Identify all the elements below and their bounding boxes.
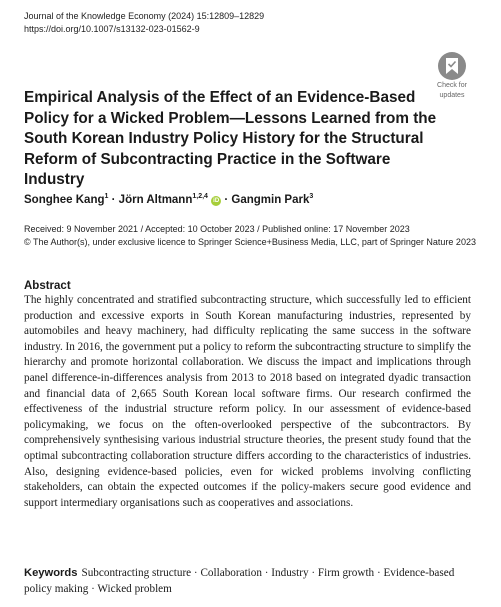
keywords-label: Keywords xyxy=(24,567,78,579)
check-for-label: Check for xyxy=(437,82,467,89)
orcid-icon[interactable]: iD xyxy=(213,197,220,204)
author-name[interactable]: Songhee Kang xyxy=(24,193,105,206)
doi-link[interactable]: https://doi.org/10.1007/s13132-023-01562-9 xyxy=(24,24,200,34)
abstract-heading: Abstract xyxy=(24,280,71,292)
journal-citation: Journal of the Knowledge Economy (2024) 15:12809–12829 xyxy=(24,11,265,21)
keywords-list: Subcontracting structure · Collaboration · Industry · Firm growth · Evidence-based policy making · Wicked problem xyxy=(24,567,455,595)
copyright-notice: © The Author(s), under exclusive licence to Springer Science+Business Media, LLC, part of Springer Nature 2023 xyxy=(24,237,476,247)
author-affiliation: 3 xyxy=(309,193,314,200)
paper-title: Empirical Analysis of the Effect of an Evidence-Based Policy for a Wicked Problem—Lessons Learned from the South Korean Industry Policy History for the Structural Reform of Subcontracting Practice in the Software Industry xyxy=(24,89,437,188)
article-header xyxy=(24,10,264,36)
author-affiliation: 1 xyxy=(104,193,109,200)
author-name[interactable]: Gangmin Park xyxy=(231,193,310,206)
author-affiliation: 1,2,4 xyxy=(192,193,208,200)
author-list xyxy=(24,190,313,207)
abstract-text: The highly concentrated and stratified subcontracting structure, which successfully led to efficient production and excessive exports in South Korean manufacturing industries, represented by automobiles and heavy machinery, had difficulty replicating the same success in the software industry. In 2016, the government put a policy to reform the subcontracting structure to simplify the hierarchy and promote horizontal collaboration. We discuss the impact and implications through panel difference-in-differences analysis from 2013 to 2018 based on integrated dyadic transaction and financial data of 2,665 South Korean local software firms. Our research confirmed the effectiveness of the industrial structure reform policy. In our assessment of evidence-based policymaking, we focus on the often-overlooked perspective of the subcontractors. By comprehensively synthesising various industrial structure theories, the present study found that the optimal subcontracting collaboration structure differs according to the characteristics of industries. Also, designing evidence-based policies, even for wicked problems involving conflicting stakeholders, can obtain the expected outcomes if the policy-makers secure good evidence and support intermediary organisations such as cooperatives and associations. xyxy=(24,294,471,509)
publication-info xyxy=(24,223,476,249)
updates-label: updates xyxy=(439,92,465,99)
author-name[interactable]: Jörn Altmann xyxy=(118,193,193,206)
publication-dates: Received: 9 November 2021 / Accepted: 10 October 2023 / Published online: 17 November 2023 xyxy=(24,224,410,234)
author-separator: · xyxy=(111,193,116,206)
author-separator: · xyxy=(224,193,229,206)
keywords-section xyxy=(24,566,471,597)
bookmark-check-icon xyxy=(438,52,466,80)
